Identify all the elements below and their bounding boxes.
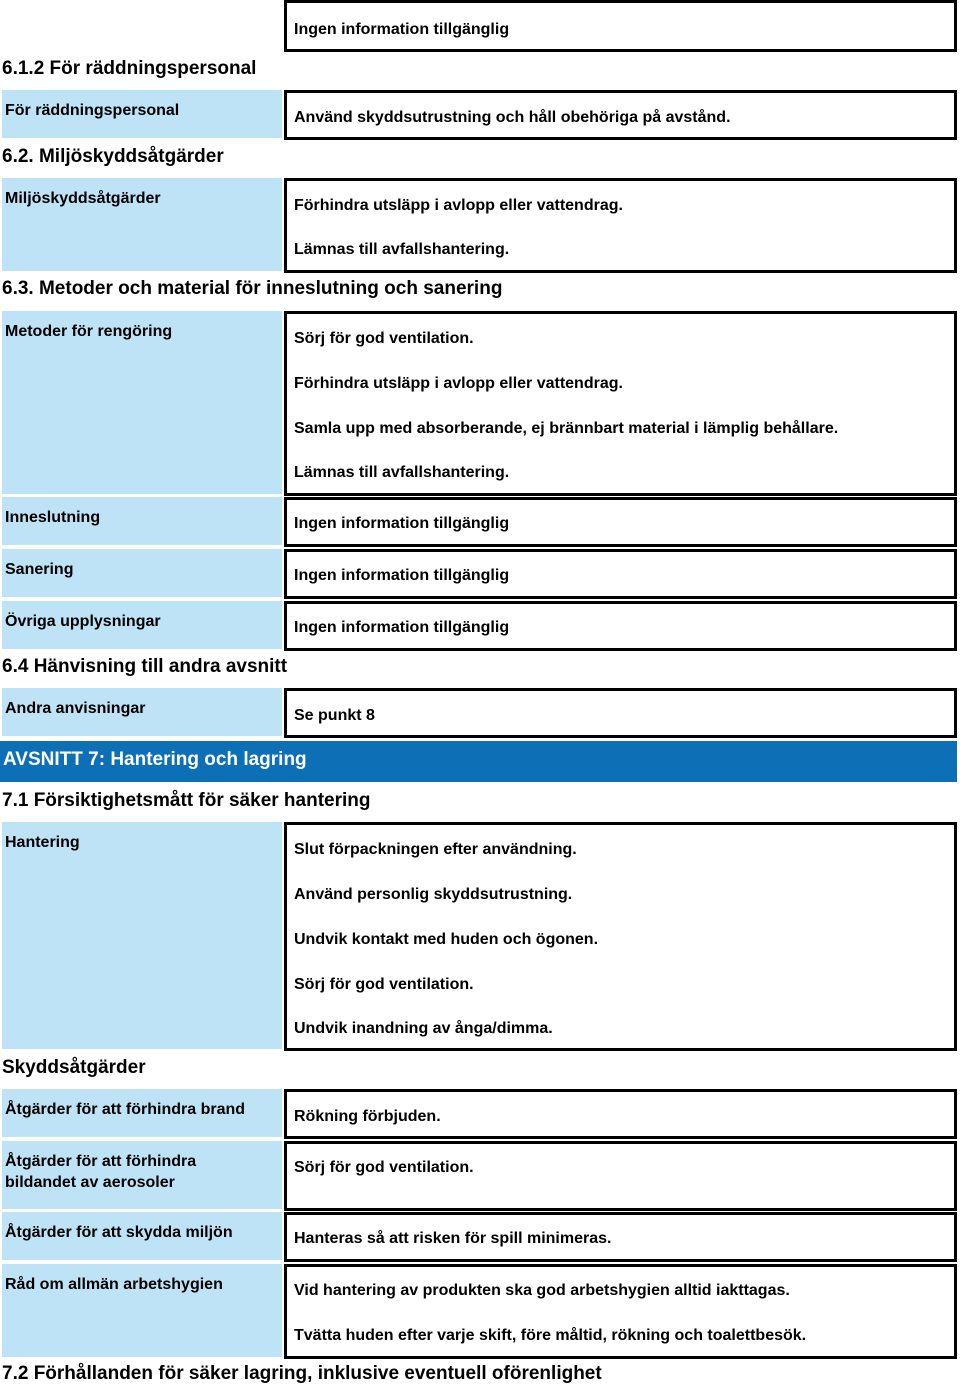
value-box-containment	[284, 497, 957, 547]
label-sanering: Sanering	[2, 549, 282, 597]
value-handling-1: Slut förpackningen efter användning.	[294, 841, 577, 858]
value-cleaning-1: Sörj för god ventilation.	[294, 330, 474, 347]
value-box-cleaning-methods	[284, 311, 957, 496]
value-aerosol-prevention: Sörj för god ventilation.	[294, 1159, 474, 1176]
label-aerosol-line-2: bildandet av aerosoler	[5, 1174, 175, 1191]
value-cleaning-2: Förhindra utsläpp i avlopp eller vattendrag.	[294, 375, 623, 392]
value-box-rescue-personnel	[284, 90, 957, 140]
value-box-environment	[284, 178, 957, 273]
heading-protective-measures: Skyddsåtgärder	[2, 1057, 146, 1078]
heading-6-2: 6.2. Miljöskyddsåtgärder	[2, 146, 224, 167]
value-box-other-information	[284, 601, 957, 651]
label-aerosol-prevention	[2, 1141, 282, 1209]
value-fire-prevention: Rökning förbjuden.	[294, 1108, 441, 1125]
value-box-general-hygiene	[284, 1264, 957, 1359]
heading-6-1-2: 6.1.2 För räddningspersonal	[2, 58, 257, 79]
section-7-banner: AVSNITT 7: Hantering och lagring	[0, 741, 957, 782]
value-environment-protection: Hanteras så att risken för spill minimeras.	[294, 1230, 612, 1247]
top-value: Ingen information tillgänglig	[294, 21, 510, 38]
value-handling-4: Sörj för god ventilation.	[294, 976, 474, 993]
label-general-hygiene: Råd om allmän arbetshygien	[2, 1264, 282, 1357]
value-cleaning-3: Samla upp med absorberande, ej brännbart material i lämplig behållare.	[294, 420, 839, 437]
value-other-information: Ingen information tillgänglig	[294, 619, 510, 636]
value-box-environment-protection	[284, 1212, 957, 1262]
top-value-box	[284, 0, 957, 52]
value-box-other-instructions	[284, 688, 957, 738]
label-rescue-personnel: För räddningspersonal	[2, 90, 282, 138]
value-sanering: Ingen information tillgänglig	[294, 567, 510, 584]
label-environment-protection: Åtgärder för att skydda miljön	[2, 1212, 282, 1260]
value-box-sanering	[284, 549, 957, 599]
value-handling-5: Undvik inandning av ånga/dimma.	[294, 1020, 553, 1037]
label-handling: Hantering	[2, 822, 282, 1049]
heading-6-3: 6.3. Metoder och material för inneslutning och sanering	[2, 278, 503, 299]
value-other-instructions: Se punkt 8	[294, 707, 375, 724]
value-box-handling	[284, 822, 957, 1051]
heading-7-1: 7.1 Försiktighetsmått för säker hantering	[2, 790, 371, 811]
value-containment: Ingen information tillgänglig	[294, 515, 510, 532]
value-cleaning-4: Lämnas till avfallshantering.	[294, 464, 510, 481]
label-aerosol-line-1: Åtgärder för att förhindra	[5, 1153, 197, 1170]
value-hygiene-2: Tvätta huden efter varje skift, före måltid, rökning och toalettbesök.	[294, 1327, 807, 1344]
value-environment-1: Förhindra utsläpp i avlopp eller vattendrag.	[294, 197, 623, 214]
value-handling-3: Undvik kontakt med huden och ögonen.	[294, 931, 599, 948]
value-hygiene-1: Vid hantering av produkten ska god arbetshygien alltid iakttagas.	[294, 1282, 790, 1299]
label-other-information: Övriga upplysningar	[2, 601, 282, 649]
value-box-fire-prevention	[284, 1089, 957, 1139]
label-containment: Inneslutning	[2, 497, 282, 545]
label-cleaning-methods: Metoder för rengöring	[2, 311, 282, 494]
label-other-instructions: Andra anvisningar	[2, 688, 282, 736]
heading-6-4: 6.4 Hänvisning till andra avsnitt	[2, 656, 288, 677]
heading-7-2: 7.2 Förhållanden för säker lagring, inklusive eventuell oförenlighet	[2, 1363, 602, 1384]
label-fire-prevention: Åtgärder för att förhindra brand	[2, 1089, 282, 1137]
value-handling-2: Använd personlig skyddsutrustning.	[294, 886, 573, 903]
label-environment: Miljöskyddsåtgärder	[2, 178, 282, 271]
value-environment-2: Lämnas till avfallshantering.	[294, 241, 510, 258]
value-rescue-personnel: Använd skyddsutrustning och håll obehöriga på avstånd.	[294, 109, 731, 126]
value-box-aerosol-prevention	[284, 1141, 957, 1211]
